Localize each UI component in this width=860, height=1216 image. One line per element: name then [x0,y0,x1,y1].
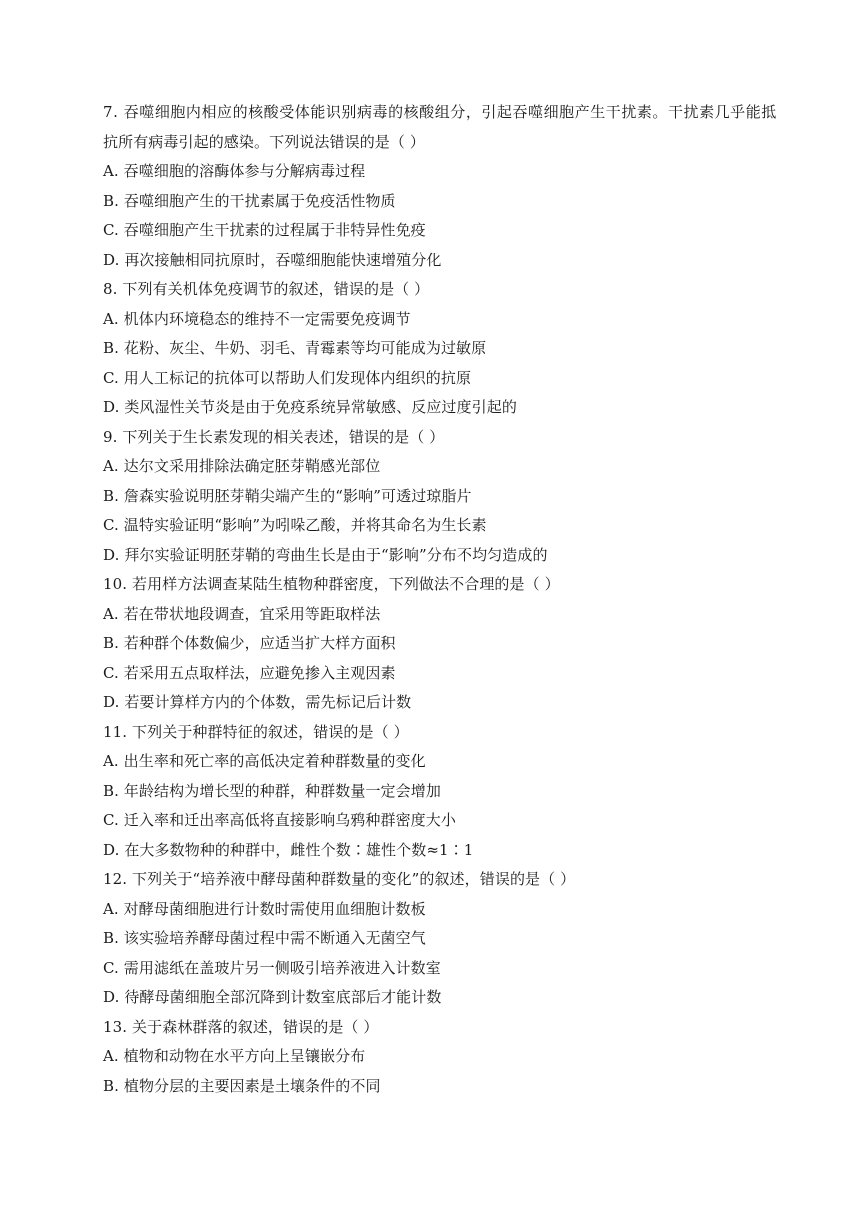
option-b: B. 该实验培养酵母菌过程中需不断通入无菌空气 [103,929,426,947]
question-stem: 13. 关于森林群落的叙述，错误的是（ ） [103,1017,379,1036]
option-a: A. 若在带状地段调查，宜采用等距取样法 [103,604,381,623]
option-a: A. 植物和动物在水平方向上呈镶嵌分布 [103,1047,366,1065]
option-c: C. 需用滤纸在盖玻片另一侧吸引培养液进入计数室 [103,958,441,977]
question-stem: 抗所有病毒引起的感染。下列说法错误的是（ ） [103,132,425,151]
option-b: B. 植物分层的主要因素是土壤条件的不同 [103,1076,381,1095]
question-stem: 7. 吞噬细胞内相应的核酸受体能识别病毒的核酸组分，引起吞噬细胞产生干扰素。干扰素几乎能抵 [103,103,777,121]
question-stem: 10. 若用样方法调查某陆生植物种群密度，下列做法不合理的是（ ） [103,575,560,593]
option-a: A. 达尔文采用排除法确定胚芽鞘感光部位 [103,457,381,475]
option-a: A. 吞噬细胞的溶酶体参与分解病毒过程 [103,162,366,180]
option-a: A. 对酵母菌细胞进行计数时需使用血细胞计数板 [103,899,426,918]
question-8 [103,275,763,423]
option-b: B. 花粉、灰尘、牛奶、羽毛、青霉素等均可能成为过敏原 [103,339,487,357]
option-b: B. 吞噬细胞产生的干扰素属于免疫活性物质 [103,191,396,210]
option-c: C. 温特实验证明“影响”为吲哚乙酸，并将其命名为生长素 [103,516,487,534]
exam-page [103,98,777,1101]
option-b: B. 年龄结构为增长型的种群，种群数量一定会增加 [103,781,441,800]
option-c: C. 迁入率和迁出率高低将直接影响乌鸦种群密度大小 [103,811,456,829]
option-c: C. 若采用五点取样法，应避免掺入主观因素 [103,663,396,682]
question-stem: 12. 下列关于“培养液中酵母菌种群数量的变化”的叙述，错误的是（ ） [103,870,576,888]
question-stem: 8. 下列有关机体免疫调节的叙述，错误的是（ ） [103,280,430,298]
question-13 [103,1013,763,1102]
question-stem: 9. 下列关于生长素发现的相关表述，错误的是（ ） [103,427,445,446]
question-12 [103,865,763,1013]
option-d: D. 再次接触相同抗原时，吞噬细胞能快速增殖分化 [103,250,442,269]
option-d: D. 拜尔实验证明胚芽鞘的弯曲生长是由于“影响”分布不均匀造成的 [103,545,548,564]
question-stem: 11. 下列关于种群特征的叙述，错误的是（ ） [103,722,409,741]
option-c: C. 吞噬细胞产生干扰素的过程属于非特异性免疫 [103,221,426,239]
option-c: C. 用人工标记的抗体可以帮助人们发现体内组织的抗原 [103,368,472,387]
option-d: D. 在大多数物种的种群中，雌性个数∶雄性个数≈1∶1 [103,840,474,859]
question-11 [103,718,763,866]
option-a: A. 机体内环境稳态的维持不一定需要免疫调节 [103,309,411,328]
option-b: B. 詹森实验说明胚芽鞘尖端产生的“影响”可透过琼脂片 [103,486,472,505]
question-7 [103,98,777,275]
question-9 [103,423,763,571]
option-d: D. 待酵母菌细胞全部沉降到计数室底部后才能计数 [103,988,442,1006]
option-a: A. 出生率和死亡率的高低决定着种群数量的变化 [103,752,426,770]
question-10 [103,570,763,718]
option-d: D. 类风湿性关节炎是由于免疫系统异常敏感、反应过度引起的 [103,398,517,416]
option-d: D. 若要计算样方内的个体数，需先标记后计数 [103,693,412,711]
option-b: B. 若种群个体数偏少，应适当扩大样方面积 [103,634,396,652]
